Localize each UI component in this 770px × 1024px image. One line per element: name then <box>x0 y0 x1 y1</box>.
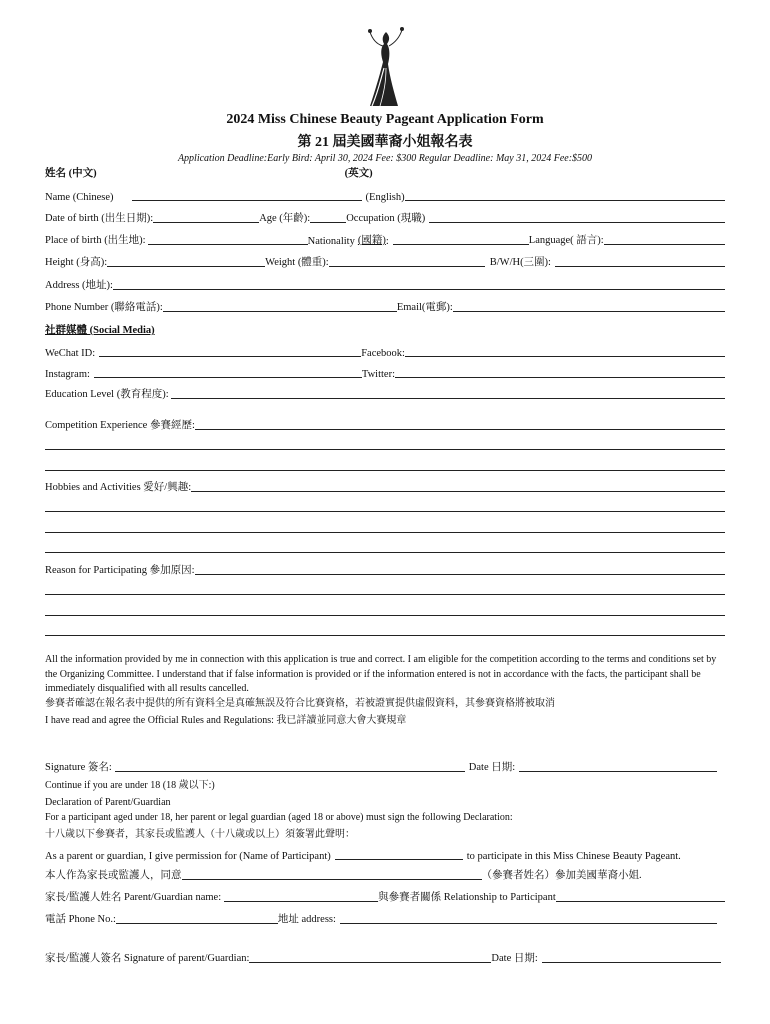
deadline-info: Application Deadline:Early Bird: April 30, 2024 Fee: $300 Regular Deadline: May 31, 2024 Fee:$500 <box>177 153 593 164</box>
guardian-signature-label: 家長/監護人簽名 Signature of parent/Guardian: <box>45 953 250 964</box>
permission-zh-row <box>45 866 725 882</box>
nationality-zh-label: (國籍) <box>357 235 386 246</box>
declaration-paragraph-zh: 參賽者確認在報名表中提供的所有資料全是真確無誤及符合比賽資格，若被證實提供虛假資料，其參賽資格將被取消 <box>45 698 555 709</box>
reason-line[interactable] <box>45 594 725 595</box>
facebook-field[interactable] <box>405 356 725 357</box>
name-header-row <box>45 164 725 180</box>
guardian-date-label: Date 日期: <box>491 953 538 964</box>
permission-zh-suffix: （參賽者姓名）參加美國華裔小姐. <box>481 870 642 881</box>
signature-row <box>45 758 725 774</box>
guardian-name-label: 家長/監護人姓名 Parent/Guardian name: <box>45 892 222 903</box>
height-label: Height (身高): <box>45 257 108 268</box>
twitter-field[interactable] <box>395 377 725 378</box>
reason-row <box>45 561 725 577</box>
hobbies-label: Hobbies and Activities 愛好/興趣: <box>45 482 192 493</box>
bwh-field[interactable] <box>555 266 725 267</box>
occupation-label: Occupation (現職) <box>346 213 426 224</box>
relationship-label: 與參賽者關係 Relationship to Participant <box>378 892 556 903</box>
name-en-header: (英文) <box>344 168 373 179</box>
dob-label: Date of birth (出生日期): <box>45 213 154 224</box>
participant-name-field[interactable] <box>335 859 463 860</box>
wechat-label: WeChat ID: <box>45 348 96 359</box>
address-row <box>45 276 725 292</box>
name-chinese-label: Name (Chinese) <box>45 192 114 203</box>
guardian-address-label: 地址 address: <box>277 914 336 925</box>
participant-name-zh-field[interactable] <box>182 879 482 880</box>
twitter-label: Twitter: <box>361 369 395 380</box>
phone-row <box>45 298 725 314</box>
reason-label: Reason for Participating 參加原因: <box>45 565 195 576</box>
address-field[interactable] <box>113 289 725 290</box>
hobbies-line[interactable] <box>45 532 725 533</box>
signature-label: Signature 簽名: <box>45 762 112 773</box>
competition-field[interactable] <box>195 429 725 430</box>
permission-zh-prefix: 本人作為家長或監護人，同意 <box>45 870 182 881</box>
relationship-field[interactable] <box>556 901 725 902</box>
competition-row <box>45 416 725 432</box>
date-label: Date 日期: <box>468 762 516 773</box>
signature-field[interactable] <box>115 771 465 772</box>
instagram-label: Instagram: <box>45 369 90 380</box>
phone-label: Phone Number (聯絡電話): <box>45 302 163 313</box>
guardian-name-row <box>45 888 725 904</box>
email-label: Email(電郵): <box>396 302 453 313</box>
name-english-field[interactable] <box>405 200 725 201</box>
guardian-instruction: For a participant aged under 18, her parent or legal guardian (aged 18 or above) must sign the following Declaration: <box>45 812 513 823</box>
hobbies-line[interactable] <box>45 552 725 553</box>
facebook-label: Facebook: <box>361 348 405 359</box>
permission-prefix: As a parent or guardian, I give permission for (Name of Participant) <box>45 851 331 862</box>
weight-label: Weight (體重): <box>265 257 329 268</box>
hobbies-field[interactable] <box>191 491 725 492</box>
height-row <box>45 253 725 269</box>
guardian-name-field[interactable] <box>224 901 378 902</box>
pageant-logo <box>350 22 420 110</box>
reason-field[interactable] <box>195 574 725 575</box>
english-label: (English) <box>365 192 405 203</box>
name-chinese-field[interactable] <box>132 200 362 201</box>
permission-suffix: to participate in this Miss Chinese Beauty Pageant. <box>466 851 681 862</box>
occupation-field[interactable] <box>429 222 725 223</box>
hobbies-line[interactable] <box>45 511 725 512</box>
guardian-instruction-zh: 十八歲以下參賽者，其家長或監護人（十八歲或以上）須簽署此聲明： <box>45 829 355 840</box>
wechat-row <box>45 343 725 359</box>
email-field[interactable] <box>453 311 725 312</box>
place-of-birth-field[interactable] <box>148 244 308 245</box>
birthplace-row: Place of birth (出生地): Nationality (國籍) : Language( 語言): <box>45 231 725 247</box>
height-field[interactable] <box>107 266 265 267</box>
competition-label: Competition Experience 參賽經歷: <box>45 420 195 431</box>
reason-line[interactable] <box>45 615 725 616</box>
wechat-field[interactable] <box>99 356 361 357</box>
competition-line[interactable] <box>45 449 725 450</box>
social-media-heading: 社群媒體 (Social Media) <box>45 325 155 336</box>
bwh-label: B/W/H(三圍): <box>489 257 551 268</box>
phone-field[interactable] <box>163 311 397 312</box>
instagram-row <box>45 364 725 380</box>
competition-line[interactable] <box>45 470 725 471</box>
permission-row <box>45 846 725 862</box>
education-row <box>45 385 725 401</box>
guardian-phone-label: 電話 Phone No.: <box>45 914 116 925</box>
guardian-phone-field[interactable] <box>116 923 278 924</box>
hobbies-row <box>45 478 725 494</box>
reason-line[interactable] <box>45 635 725 636</box>
date-field[interactable] <box>519 771 717 772</box>
under-18-note: Continue if you are under 18 (18 歲以下:) <box>45 780 215 791</box>
age-field[interactable] <box>310 222 346 223</box>
form-title-zh: 第 21 屆美國華裔小姐報名表 <box>297 135 473 150</box>
education-label: Education Level (教育程度): <box>45 389 169 400</box>
form-title-en: 2024 Miss Chinese Beauty Pageant Application Form <box>226 112 544 127</box>
declaration-paragraph: All the information provided by me in connection with this application is true and correct. I am eligible for the competition according to the terms and conditions set by the Organizing Committee. I understand that if false information is provided or if the information entered is not in accordance with the facts, the participant shall be immediately disqualified with all results cancelled. <box>45 654 717 694</box>
guardian-address-field[interactable] <box>340 923 717 924</box>
instagram-field[interactable] <box>94 377 362 378</box>
guardian-declaration-title: Declaration of Parent/Guardian <box>45 797 171 808</box>
language-field[interactable] <box>604 244 725 245</box>
language-label: Language( 語言): <box>528 235 604 246</box>
name-row <box>45 187 725 203</box>
nationality-label: Nationality <box>307 236 355 247</box>
guardian-date-field[interactable] <box>542 962 721 963</box>
dob-field[interactable] <box>153 222 259 223</box>
guardian-contact-row <box>45 910 725 926</box>
age-label: Age (年齡): <box>259 213 311 224</box>
education-field[interactable] <box>171 398 725 399</box>
guardian-signature-field[interactable] <box>249 962 491 963</box>
nationality-field[interactable] <box>393 244 529 245</box>
place-of-birth-label: Place of birth (出生地): <box>45 235 146 246</box>
name-zh-header: 姓名 (中文) <box>45 168 97 179</box>
address-label: Address (地址): <box>45 280 113 291</box>
dob-row <box>45 209 725 225</box>
guardian-signature-row <box>45 949 725 965</box>
social-media-heading-row <box>45 321 725 337</box>
weight-field[interactable] <box>329 266 485 267</box>
rules-agreement: I have read and agree the Official Rules and Regulations: 我已詳讀並同意大會大賽規章 <box>45 715 407 726</box>
